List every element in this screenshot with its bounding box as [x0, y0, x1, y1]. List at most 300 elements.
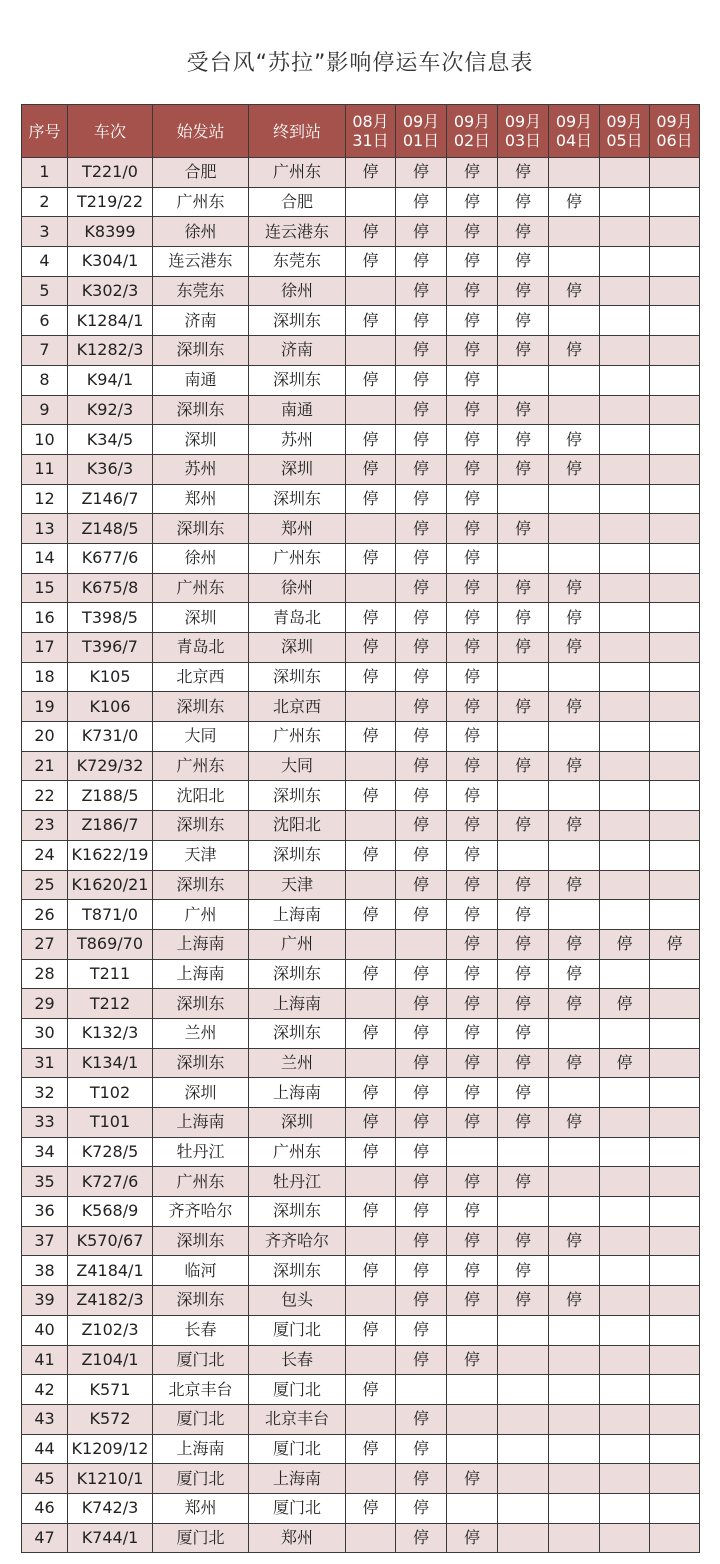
- cell-stop: 停: [396, 603, 447, 633]
- cell-index: 6: [22, 306, 68, 336]
- cell-train: K728/5: [68, 1137, 153, 1167]
- cell-stop: 停: [498, 900, 549, 930]
- table-row: [22, 1018, 700, 1048]
- cell-train: K94/1: [68, 365, 153, 395]
- cell-stop: 停: [447, 573, 498, 603]
- cell-stop: 停: [447, 662, 498, 692]
- cell-stop: [600, 751, 650, 781]
- table-row: [22, 1226, 700, 1256]
- cell-stop: 停: [396, 1018, 447, 1048]
- cell-stop: 停: [498, 1167, 549, 1197]
- cell-stop: [346, 1286, 396, 1316]
- cell-stop: [549, 1375, 600, 1405]
- cell-stop: 停: [396, 187, 447, 217]
- cell-train: K34/5: [68, 425, 153, 455]
- cell-train: T871/0: [68, 900, 153, 930]
- cell-origin: 东莞东: [153, 276, 249, 306]
- cell-stop: [600, 247, 650, 277]
- cell-stop: 停: [447, 929, 498, 959]
- cell-origin: 南通: [153, 365, 249, 395]
- cell-stop: 停: [447, 395, 498, 425]
- cell-stop: 停: [396, 811, 447, 841]
- cell-stop: 停: [447, 217, 498, 247]
- cell-stop: [600, 1018, 650, 1048]
- cell-stop: [600, 306, 650, 336]
- cell-stop: 停: [396, 633, 447, 663]
- cell-stop: [396, 929, 447, 959]
- cell-stop: 停: [549, 1226, 600, 1256]
- cell-index: 17: [22, 633, 68, 663]
- table-row: [22, 276, 700, 306]
- cell-index: 18: [22, 662, 68, 692]
- cell-stop: [650, 1018, 700, 1048]
- cell-origin: 深圳东: [153, 811, 249, 841]
- header-date: 09月 03日: [498, 105, 549, 158]
- cell-stop: [650, 395, 700, 425]
- cell-stop: 停: [396, 276, 447, 306]
- cell-stop: 停: [447, 751, 498, 781]
- cell-index: 34: [22, 1137, 68, 1167]
- cell-dest: 广州东: [249, 543, 346, 573]
- cell-stop: [650, 633, 700, 663]
- cell-stop: [498, 1493, 549, 1523]
- cell-stop: 停: [346, 247, 396, 277]
- cell-origin: 牡丹江: [153, 1137, 249, 1167]
- cell-index: 32: [22, 1078, 68, 1108]
- cell-train: Z4184/1: [68, 1256, 153, 1286]
- cell-stop: 停: [549, 929, 600, 959]
- cell-stop: 停: [498, 514, 549, 544]
- cell-dest: 广州东: [249, 722, 346, 752]
- cell-stop: 停: [447, 276, 498, 306]
- cell-stop: [600, 573, 650, 603]
- suspension-table: [21, 104, 700, 1553]
- cell-index: 46: [22, 1493, 68, 1523]
- cell-stop: 停: [346, 1434, 396, 1464]
- cell-origin: 厦门北: [153, 1345, 249, 1375]
- cell-stop: [600, 1345, 650, 1375]
- cell-dest: 徐州: [249, 573, 346, 603]
- cell-stop: 停: [396, 247, 447, 277]
- cell-stop: [549, 1315, 600, 1345]
- cell-stop: 停: [396, 1493, 447, 1523]
- cell-dest: 上海南: [249, 1464, 346, 1494]
- cell-stop: 停: [447, 365, 498, 395]
- cell-index: 29: [22, 989, 68, 1019]
- cell-dest: 苏州: [249, 425, 346, 455]
- cell-stop: [650, 1404, 700, 1434]
- cell-stop: [346, 336, 396, 366]
- cell-stop: [650, 959, 700, 989]
- cell-stop: 停: [396, 900, 447, 930]
- cell-stop: 停: [346, 543, 396, 573]
- table-row: [22, 722, 700, 752]
- cell-stop: [549, 247, 600, 277]
- cell-stop: [498, 1345, 549, 1375]
- cell-train: T396/7: [68, 633, 153, 663]
- cell-origin: 郑州: [153, 484, 249, 514]
- table-row: [22, 1256, 700, 1286]
- cell-stop: 停: [396, 840, 447, 870]
- cell-dest: 广州东: [249, 1137, 346, 1167]
- cell-stop: [650, 1493, 700, 1523]
- cell-stop: [498, 1404, 549, 1434]
- cell-dest: 徐州: [249, 276, 346, 306]
- cell-dest: 东莞东: [249, 247, 346, 277]
- cell-stop: [600, 187, 650, 217]
- cell-origin: 天津: [153, 840, 249, 870]
- cell-stop: 停: [346, 1315, 396, 1345]
- cell-train: K1209/12: [68, 1434, 153, 1464]
- table-row: [22, 1404, 700, 1434]
- cell-train: K677/6: [68, 543, 153, 573]
- cell-stop: [549, 395, 600, 425]
- cell-stop: 停: [396, 573, 447, 603]
- cell-dest: 上海南: [249, 989, 346, 1019]
- cell-stop: [600, 900, 650, 930]
- cell-train: K675/8: [68, 573, 153, 603]
- table-row: [22, 454, 700, 484]
- cell-stop: [600, 1256, 650, 1286]
- cell-dest: 广州东: [249, 158, 346, 188]
- cell-train: K727/6: [68, 1167, 153, 1197]
- cell-index: 1: [22, 158, 68, 188]
- cell-stop: [549, 514, 600, 544]
- cell-stop: [549, 781, 600, 811]
- cell-dest: 上海南: [249, 1078, 346, 1108]
- cell-stop: 停: [447, 1345, 498, 1375]
- cell-dest: 深圳东: [249, 959, 346, 989]
- cell-stop: [650, 1345, 700, 1375]
- cell-origin: 上海南: [153, 1434, 249, 1464]
- cell-stop: [600, 1523, 650, 1553]
- page-title: 受台风“苏拉”影响停运车次信息表: [186, 51, 534, 76]
- cell-stop: [650, 158, 700, 188]
- cell-stop: 停: [549, 811, 600, 841]
- cell-origin: 广州东: [153, 751, 249, 781]
- cell-index: 47: [22, 1523, 68, 1553]
- cell-stop: 停: [447, 1523, 498, 1553]
- cell-stop: 停: [498, 247, 549, 277]
- cell-stop: [549, 543, 600, 573]
- cell-index: 7: [22, 336, 68, 366]
- cell-index: 5: [22, 276, 68, 306]
- cell-train: K106: [68, 692, 153, 722]
- cell-stop: 停: [549, 603, 600, 633]
- cell-stop: 停: [447, 900, 498, 930]
- cell-stop: [549, 217, 600, 247]
- cell-stop: [650, 1108, 700, 1138]
- cell-train: K132/3: [68, 1018, 153, 1048]
- cell-stop: 停: [447, 247, 498, 277]
- cell-dest: 深圳: [249, 1108, 346, 1138]
- cell-stop: [346, 811, 396, 841]
- table-row: [22, 1434, 700, 1464]
- cell-stop: 停: [549, 870, 600, 900]
- cell-dest: 上海南: [249, 900, 346, 930]
- cell-stop: 停: [549, 692, 600, 722]
- cell-dest: 连云港东: [249, 217, 346, 247]
- cell-stop: 停: [498, 1048, 549, 1078]
- cell-index: 2: [22, 187, 68, 217]
- cell-dest: 南通: [249, 395, 346, 425]
- cell-stop: [650, 336, 700, 366]
- cell-origin: 深圳东: [153, 514, 249, 544]
- cell-stop: 停: [346, 425, 396, 455]
- cell-index: 21: [22, 751, 68, 781]
- cell-stop: [650, 1256, 700, 1286]
- cell-stop: [549, 1404, 600, 1434]
- cell-stop: 停: [396, 781, 447, 811]
- cell-stop: [600, 959, 650, 989]
- cell-train: K568/9: [68, 1197, 153, 1227]
- cell-stop: 停: [346, 306, 396, 336]
- table-row: [22, 1078, 700, 1108]
- cell-stop: [498, 365, 549, 395]
- cell-index: 39: [22, 1286, 68, 1316]
- cell-index: 9: [22, 395, 68, 425]
- cell-stop: [650, 365, 700, 395]
- cell-stop: [447, 1137, 498, 1167]
- header-date: 09月 06日: [650, 105, 700, 158]
- cell-dest: 牡丹江: [249, 1167, 346, 1197]
- table-row: [22, 1375, 700, 1405]
- cell-stop: 停: [498, 306, 549, 336]
- cell-stop: [549, 1464, 600, 1494]
- cell-stop: 停: [498, 425, 549, 455]
- cell-stop: 停: [498, 751, 549, 781]
- cell-train: T219/22: [68, 187, 153, 217]
- cell-stop: 停: [346, 781, 396, 811]
- cell-stop: [346, 1048, 396, 1078]
- cell-dest: 齐齐哈尔: [249, 1226, 346, 1256]
- cell-stop: 停: [498, 158, 549, 188]
- header-date: 09月 01日: [396, 105, 447, 158]
- cell-stop: [498, 1523, 549, 1553]
- cell-stop: [600, 1167, 650, 1197]
- table-row: [22, 306, 700, 336]
- cell-stop: 停: [396, 1286, 447, 1316]
- cell-train: K304/1: [68, 247, 153, 277]
- cell-stop: [600, 276, 650, 306]
- cell-stop: [600, 1197, 650, 1227]
- cell-dest: 深圳东: [249, 781, 346, 811]
- cell-stop: 停: [346, 959, 396, 989]
- cell-dest: 深圳东: [249, 1018, 346, 1048]
- cell-train: K731/0: [68, 722, 153, 752]
- cell-stop: [650, 306, 700, 336]
- cell-stop: 停: [396, 662, 447, 692]
- cell-stop: 停: [396, 751, 447, 781]
- cell-origin: 深圳东: [153, 870, 249, 900]
- cell-stop: 停: [346, 1493, 396, 1523]
- cell-stop: [447, 1434, 498, 1464]
- cell-train: K8399: [68, 217, 153, 247]
- cell-dest: 大同: [249, 751, 346, 781]
- cell-stop: [346, 395, 396, 425]
- cell-stop: 停: [600, 1048, 650, 1078]
- cell-stop: [346, 929, 396, 959]
- table-row: [22, 1345, 700, 1375]
- cell-stop: 停: [396, 1108, 447, 1138]
- cell-stop: [498, 662, 549, 692]
- cell-stop: 停: [549, 989, 600, 1019]
- cell-stop: [600, 870, 650, 900]
- cell-index: 10: [22, 425, 68, 455]
- table-row: [22, 365, 700, 395]
- cell-stop: 停: [447, 633, 498, 663]
- cell-dest: 天津: [249, 870, 346, 900]
- cell-train: K1284/1: [68, 306, 153, 336]
- table-row: [22, 840, 700, 870]
- cell-stop: 停: [396, 1464, 447, 1494]
- cell-stop: [600, 336, 650, 366]
- cell-stop: 停: [498, 1286, 549, 1316]
- cell-stop: [447, 1493, 498, 1523]
- cell-stop: [600, 395, 650, 425]
- header-train: 车次: [68, 105, 153, 158]
- cell-stop: [650, 543, 700, 573]
- cell-stop: [650, 1048, 700, 1078]
- cell-stop: [600, 811, 650, 841]
- cell-stop: 停: [498, 1108, 549, 1138]
- table-row: [22, 158, 700, 188]
- cell-stop: 停: [650, 929, 700, 959]
- header-dest: 终到站: [249, 105, 346, 158]
- cell-index: 13: [22, 514, 68, 544]
- table-row: [22, 573, 700, 603]
- table-row: [22, 1108, 700, 1138]
- cell-origin: 青岛北: [153, 633, 249, 663]
- cell-stop: 停: [549, 454, 600, 484]
- cell-train: Z104/1: [68, 1345, 153, 1375]
- cell-origin: 郑州: [153, 1493, 249, 1523]
- cell-stop: 停: [447, 454, 498, 484]
- cell-stop: [600, 158, 650, 188]
- cell-dest: 深圳东: [249, 484, 346, 514]
- cell-stop: 停: [396, 722, 447, 752]
- cell-stop: 停: [396, 692, 447, 722]
- cell-stop: 停: [346, 1256, 396, 1286]
- cell-stop: [549, 840, 600, 870]
- cell-stop: [600, 1493, 650, 1523]
- table-row: [22, 543, 700, 573]
- cell-stop: [346, 989, 396, 1019]
- cell-train: T221/0: [68, 158, 153, 188]
- cell-stop: [549, 662, 600, 692]
- cell-train: K92/3: [68, 395, 153, 425]
- cell-origin: 深圳东: [153, 692, 249, 722]
- cell-dest: 济南: [249, 336, 346, 366]
- cell-stop: [549, 900, 600, 930]
- cell-stop: [650, 1197, 700, 1227]
- cell-stop: 停: [447, 1256, 498, 1286]
- cell-stop: 停: [346, 1078, 396, 1108]
- cell-stop: [600, 662, 650, 692]
- table-row: [22, 217, 700, 247]
- table-row: [22, 603, 700, 633]
- cell-stop: [600, 425, 650, 455]
- cell-stop: [650, 425, 700, 455]
- cell-dest: 北京丰台: [249, 1404, 346, 1434]
- cell-index: 45: [22, 1464, 68, 1494]
- cell-stop: [600, 603, 650, 633]
- cell-stop: 停: [396, 1137, 447, 1167]
- table-row: [22, 1464, 700, 1494]
- cell-stop: [650, 989, 700, 1019]
- cell-stop: [346, 573, 396, 603]
- cell-index: 43: [22, 1404, 68, 1434]
- cell-origin: 广州: [153, 900, 249, 930]
- cell-stop: 停: [498, 870, 549, 900]
- cell-stop: 停: [396, 1256, 447, 1286]
- cell-origin: 齐齐哈尔: [153, 1197, 249, 1227]
- cell-stop: 停: [447, 1197, 498, 1227]
- cell-dest: 深圳: [249, 454, 346, 484]
- cell-stop: [650, 1523, 700, 1553]
- cell-origin: 深圳东: [153, 395, 249, 425]
- cell-stop: [600, 1137, 650, 1167]
- cell-origin: 广州东: [153, 573, 249, 603]
- cell-stop: 停: [346, 840, 396, 870]
- cell-stop: 停: [346, 1137, 396, 1167]
- cell-index: 27: [22, 929, 68, 959]
- cell-stop: 停: [396, 543, 447, 573]
- cell-stop: [600, 1375, 650, 1405]
- cell-index: 14: [22, 543, 68, 573]
- cell-stop: [549, 1493, 600, 1523]
- cell-stop: 停: [346, 722, 396, 752]
- cell-stop: [447, 1404, 498, 1434]
- cell-origin: 深圳东: [153, 1048, 249, 1078]
- cell-origin: 厦门北: [153, 1404, 249, 1434]
- cell-stop: 停: [447, 1167, 498, 1197]
- cell-stop: 停: [447, 603, 498, 633]
- cell-stop: 停: [447, 870, 498, 900]
- cell-stop: 停: [447, 187, 498, 217]
- cell-origin: 徐州: [153, 217, 249, 247]
- cell-stop: [396, 1375, 447, 1405]
- table-row: [22, 425, 700, 455]
- cell-stop: [650, 692, 700, 722]
- table-row: [22, 633, 700, 663]
- cell-index: 38: [22, 1256, 68, 1286]
- cell-stop: 停: [396, 395, 447, 425]
- cell-index: 12: [22, 484, 68, 514]
- cell-dest: 郑州: [249, 514, 346, 544]
- cell-origin: 连云港东: [153, 247, 249, 277]
- cell-stop: 停: [346, 603, 396, 633]
- cell-index: 24: [22, 840, 68, 870]
- cell-index: 44: [22, 1434, 68, 1464]
- cell-origin: 广州东: [153, 187, 249, 217]
- cell-train: K302/3: [68, 276, 153, 306]
- cell-stop: 停: [346, 217, 396, 247]
- cell-origin: 上海南: [153, 929, 249, 959]
- cell-dest: 青岛北: [249, 603, 346, 633]
- cell-stop: 停: [447, 1078, 498, 1108]
- cell-index: 11: [22, 454, 68, 484]
- cell-stop: 停: [447, 425, 498, 455]
- cell-train: Z102/3: [68, 1315, 153, 1345]
- cell-stop: [346, 1167, 396, 1197]
- cell-stop: 停: [498, 336, 549, 366]
- cell-index: 33: [22, 1108, 68, 1138]
- cell-stop: [346, 276, 396, 306]
- table-row: [22, 395, 700, 425]
- cell-stop: 停: [396, 870, 447, 900]
- table-row: [22, 484, 700, 514]
